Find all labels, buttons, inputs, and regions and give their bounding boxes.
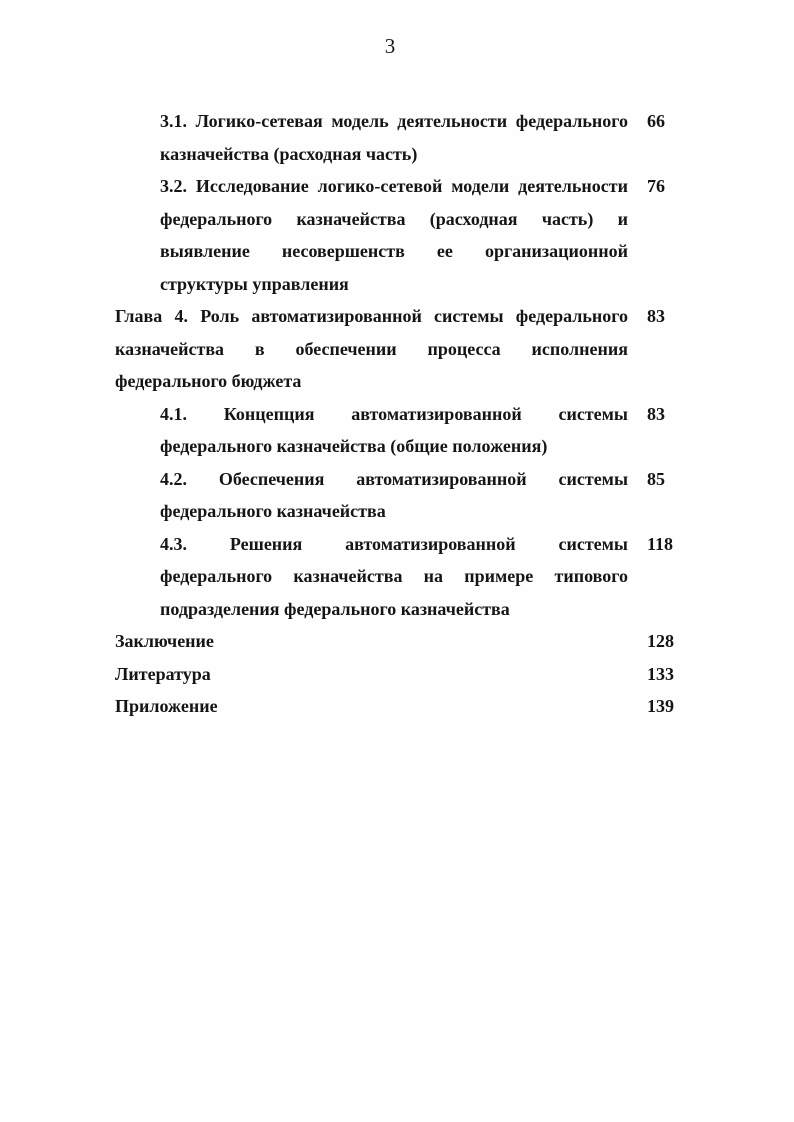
toc-line: подразделения федерального казначейства bbox=[160, 598, 510, 619]
toc-entry-text bbox=[115, 300, 628, 398]
toc-line: казначейства в обеспечении процесса исполнения bbox=[115, 338, 628, 359]
toc-line: Заключение bbox=[115, 631, 214, 651]
toc-line: 3.1. Логико-сетевая модель деятельности федерального bbox=[160, 111, 628, 131]
toc-page-number: 85 bbox=[647, 468, 665, 489]
toc-line: 4.1. Концепция автоматизированной системы bbox=[160, 403, 628, 424]
table-of-contents bbox=[115, 105, 675, 723]
toc-page-number: 118 bbox=[647, 533, 674, 554]
toc-line: федерального казначейства (общие положения) bbox=[160, 436, 548, 456]
toc-page-number: 66 bbox=[647, 111, 665, 131]
toc-page-number: 128 bbox=[647, 631, 674, 651]
toc-entry-text bbox=[115, 625, 628, 658]
toc-page-number: 83 bbox=[647, 403, 665, 424]
toc-line: федерального казначейства на примере типового bbox=[160, 566, 628, 586]
toc-page-number: 133 bbox=[647, 663, 674, 684]
toc-entry-4-2 bbox=[115, 463, 675, 528]
toc-line: 4.2. Обеспечения автоматизированной системы bbox=[160, 468, 628, 489]
toc-page-number: 76 bbox=[647, 176, 665, 196]
toc-entry-text bbox=[160, 463, 628, 528]
toc-entry-text bbox=[160, 170, 628, 300]
toc-entry-3-1 bbox=[115, 105, 675, 170]
toc-line: 4.3. Решения автоматизированной системы bbox=[160, 533, 628, 554]
toc-entry-chapter-4 bbox=[115, 300, 675, 398]
toc-entry-4-3 bbox=[115, 528, 675, 626]
toc-line: структуры управления bbox=[160, 273, 349, 294]
toc-entry-conclusion bbox=[115, 625, 675, 658]
toc-entry-literature bbox=[115, 658, 675, 691]
toc-line: выявление несовершенств ее организационной bbox=[160, 241, 628, 261]
toc-line: казначейства (расходная часть) bbox=[160, 143, 418, 164]
toc-entry-3-2 bbox=[115, 170, 675, 300]
toc-line: федерального бюджета bbox=[115, 371, 302, 391]
toc-entry-text bbox=[115, 690, 628, 723]
toc-page-number: 139 bbox=[647, 696, 674, 716]
toc-line: Литература bbox=[115, 663, 211, 684]
page-number: 3 bbox=[384, 34, 396, 58]
toc-line: Приложение bbox=[115, 696, 218, 716]
toc-entry-text bbox=[160, 528, 628, 626]
toc-line: Глава 4. Роль автоматизированной системы федерального bbox=[115, 306, 628, 326]
toc-line: 3.2. Исследование логико-сетевой модели деятельности bbox=[160, 176, 628, 196]
toc-entry-text bbox=[115, 658, 628, 691]
toc-entry-4-1 bbox=[115, 398, 675, 463]
toc-entry-text bbox=[160, 398, 628, 463]
toc-entry-text bbox=[160, 105, 628, 170]
toc-entry-appendix bbox=[115, 690, 675, 723]
toc-line: федерального казначейства (расходная часть) и bbox=[160, 208, 628, 229]
toc-page-number: 83 bbox=[647, 306, 665, 326]
toc-line: федерального казначейства bbox=[160, 501, 386, 521]
